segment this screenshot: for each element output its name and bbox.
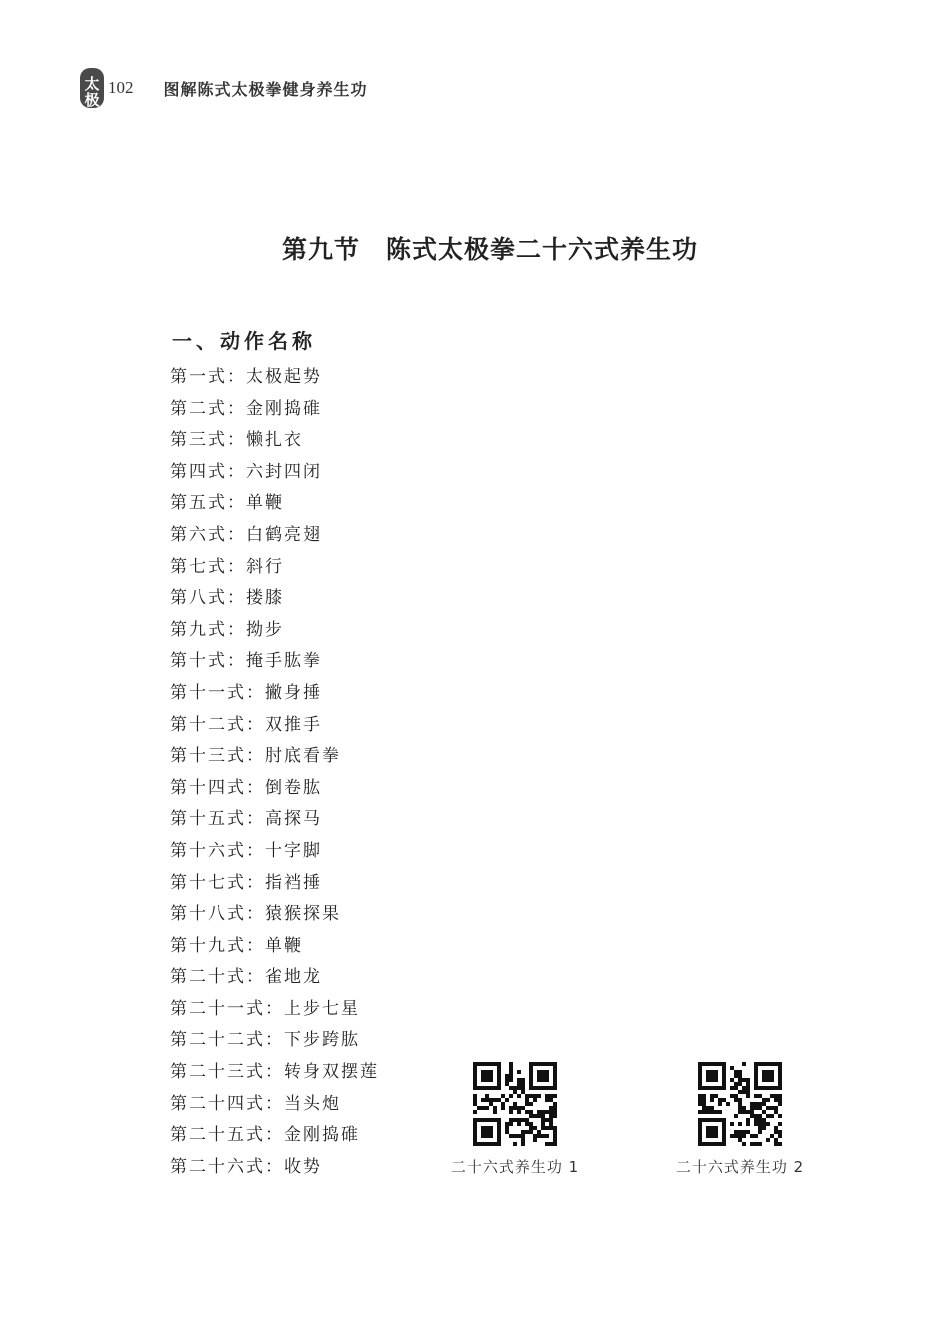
list-item: 第九式：拗步	[170, 619, 284, 640]
list-item: 第十八式：猿猴探果	[170, 904, 341, 925]
move-name-list	[170, 362, 379, 1183]
subsection-title: 一、动作名称	[172, 329, 316, 353]
list-item: 第十式：掩手肱拳	[170, 651, 322, 672]
list-item: 第三式：懒扎衣	[170, 430, 303, 451]
qr-code-1[interactable]	[473, 1062, 557, 1146]
list-item: 第二式：金刚捣碓	[170, 398, 322, 419]
page-header	[80, 68, 368, 108]
list-item: 第十三式：肘底看拳	[170, 746, 341, 767]
list-item: 第二十六式：收势	[170, 1156, 322, 1177]
book-title: 图解陈式太极拳健身养生功	[163, 79, 368, 99]
qr-block-2	[650, 1062, 830, 1177]
list-item: 第十七式：指裆捶	[170, 872, 322, 893]
page-number: 102	[108, 78, 134, 97]
list-item: 第二十式：雀地龙	[170, 967, 322, 988]
list-item: 第二十五式：金刚捣碓	[170, 1125, 360, 1146]
list-item: 第二十二式：下步跨肱	[170, 1030, 360, 1051]
qr-block-1	[425, 1062, 605, 1177]
list-item: 第二十四式：当头炮	[170, 1093, 341, 1114]
qr-code-2[interactable]	[698, 1062, 782, 1146]
list-item: 第二十三式：转身双摆莲	[170, 1062, 379, 1083]
logo-text: 太极	[84, 75, 100, 109]
list-item: 第十二式：双推手	[170, 714, 322, 735]
section-title: 第九节 陈式太极拳二十六式养生功	[281, 235, 698, 264]
list-item: 第二十一式：上步七星	[170, 998, 360, 1019]
list-item: 第十六式：十字脚	[170, 840, 322, 861]
list-item: 第十五式：高探马	[170, 809, 322, 830]
qr-caption-1: 二十六式养生功 1	[450, 1158, 580, 1176]
list-item: 第八式：搂膝	[170, 588, 284, 609]
list-item: 第七式：斜行	[170, 556, 284, 577]
taiji-logo	[80, 68, 104, 108]
list-item: 第十一式：撇身捶	[170, 682, 322, 703]
list-item: 第十九式：单鞭	[170, 935, 303, 956]
list-item: 第四式：六封四闭	[170, 461, 322, 482]
list-item: 第五式：单鞭	[170, 493, 284, 514]
list-item: 第六式：白鹤亮翅	[170, 524, 322, 545]
list-item: 第十四式：倒卷肱	[170, 777, 322, 798]
qr-caption-2: 二十六式养生功 2	[675, 1158, 805, 1176]
list-item: 第一式：太极起势	[170, 367, 322, 387]
